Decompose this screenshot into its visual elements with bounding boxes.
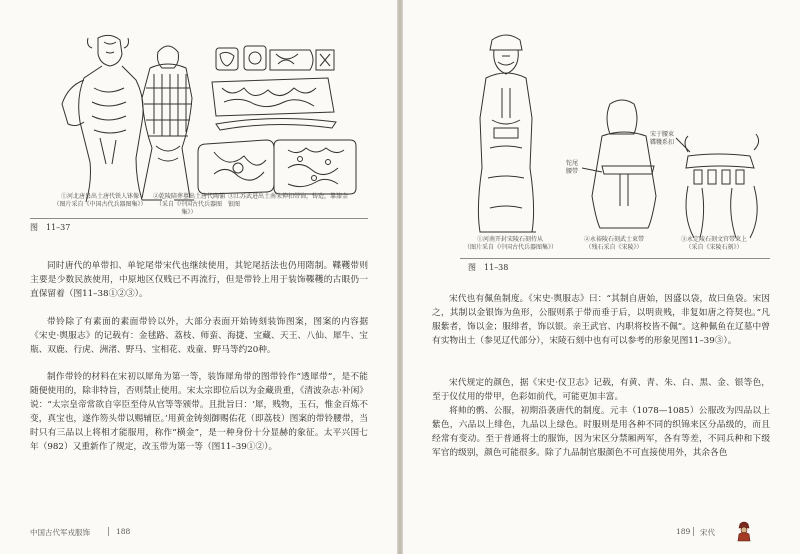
figure-11-38-caption-3: ③永定陵石刻文官带束上 （采自《宋陵石刻》）	[680, 236, 747, 251]
figure-11-38-caption-1: ①河南开封宋陵石刻侍从 （图片采自《中国古代兵器图集》）	[464, 236, 558, 251]
guardian-figure-drawing	[62, 35, 143, 202]
figure-11-37-caption-2: ②乾陵陪葬墓出土唐代陶俑 （采自《中国古代兵器图集》）	[152, 193, 225, 216]
left-paragraph-2: 带铃除了有素面的素面带铃以外，大部分表面开始铸刻装饰图案，图案的内容据《宋史·舆服志》的记载有：金毬路、荔枝、师蛮、海捷、宝藏、天王、八仙、犀牛、宝瓶、双鹿、行虎、洲渚、野马、宝相花、戏童、野马等约20种。	[30, 317, 368, 355]
armored-warrior-drawing	[142, 46, 194, 200]
right-paragraph-1: 宋代也有佩鱼制度。《宋史·舆服志》曰：“其制自唐始，因盛以袋，故曰鱼袋。宋因之，其制以金银饰为鱼形，公服则系于带而垂于后，以明贵贱，非复如唐之符契也。”凡服紫者，饰以金；服绯者，饰以银。亲王武官、内职将校皆不佩”。这种佩鱼在辽墓中曾有实物出土（参见辽代部分），宋陵石刻中也有可以参考的形象见图11–39③）。	[432, 294, 770, 346]
left-footer-book-title: 中国古代军戎服饰	[30, 528, 90, 537]
figure-11-37-rule	[30, 218, 368, 219]
right-paragraph-3: 将帅的鹘、公服，初期沿袭唐代的制度。元丰（1078—1085）公服改为四品以上紫色，六品以上绯色，九品以上绿色。时服则是用各种不同的织锦来区分品级的，而且经常有变动。至于普通将士的服饰，因为宋区分禁厢两军，各有等差，不同兵种和下级军官的级别，颜色可能很多。除了九品制官服颜色不可直接使用外，其余各色	[432, 406, 770, 458]
right-footer-chapter: 宋代	[700, 528, 715, 537]
figure-11-38-rule	[460, 258, 770, 259]
figure-11-38-callout-1: 铊尾 腰带	[566, 160, 579, 175]
figure-11-37-illustration	[38, 28, 364, 214]
figure-11-38-callout-2: 宋于腰束 鞢韄系扣	[650, 131, 675, 146]
book-spine	[397, 0, 403, 554]
right-footer-divider	[693, 527, 694, 536]
standing-attendant-drawing	[478, 35, 536, 232]
left-footer-page-number: 188	[116, 527, 131, 536]
figure-11-38-illustration	[462, 28, 780, 258]
left-paragraph-3: 制作带铃的材料在宋初以犀角为第一等，装饰犀角带的图带铃作“透犀带”，是不能随便使用的，除非特旨，否则禁止使用。宋太宗即位后以为金藏贵重，《清波杂志·补闲》说：“太宗皇帝常欲自宰臣至侍从官等等颁带。且批旨曰：‘犀，贱物，玉石，惟金百炼不变，真宝也，遂作笏头带以赐辅臣。’用黄金铸刻御赐佑花（即荔枝）图案的带铃腰带，当时只有三品以上将相才能服用，称作“横金”，是一种身份十分显赫的象征。太平兴国七年（982）又重新作了规定，改玉带为第一等（图11–39①②）。	[30, 372, 368, 452]
right-footer-page-number: 189	[676, 527, 691, 536]
warrior-emblem-icon	[736, 520, 752, 542]
figure-11-37-caption-1: ①河北唐县出土唐代铁人钵像 （图片采自《中国古代兵器图集》）	[53, 193, 147, 208]
left-footer-divider	[108, 527, 109, 536]
engraved-plaques-drawing	[198, 140, 356, 194]
left-paragraph-1: 同时唐代的单带扣、单铊尾带宋代也继续使用，其铊尾括法也仍用隋制。鞢韄带则主要是少数民族使用，中原地区仅贱已不再流行，但是带铃上用于装饰鞢韄的古眼仍一直保留着（图11–38①②③）。	[30, 261, 368, 299]
figure-11-38-caption-2: ②永裕陵石刻武士束带 （残石采自《宋陵》）	[583, 236, 644, 251]
figure-11-37-caption-3: ③江苏武进出土南宋抑扣带饰，铸造，靠漆金银图	[228, 193, 349, 208]
figure-11-38-label: 图 11–38	[468, 263, 509, 272]
figure-11-37-label: 图 11–37	[30, 223, 71, 232]
right-paragraph-2: 宋代规定的颜色，据《宋史·仪卫志》记载，有黄、青、朱、白、黑、金、银等色，至于仪仗用的带甲，色彩如前代，可能更加丰富。	[432, 378, 770, 402]
belt-detail-drawing	[676, 134, 759, 238]
belt-plaques-drawing	[212, 46, 336, 130]
